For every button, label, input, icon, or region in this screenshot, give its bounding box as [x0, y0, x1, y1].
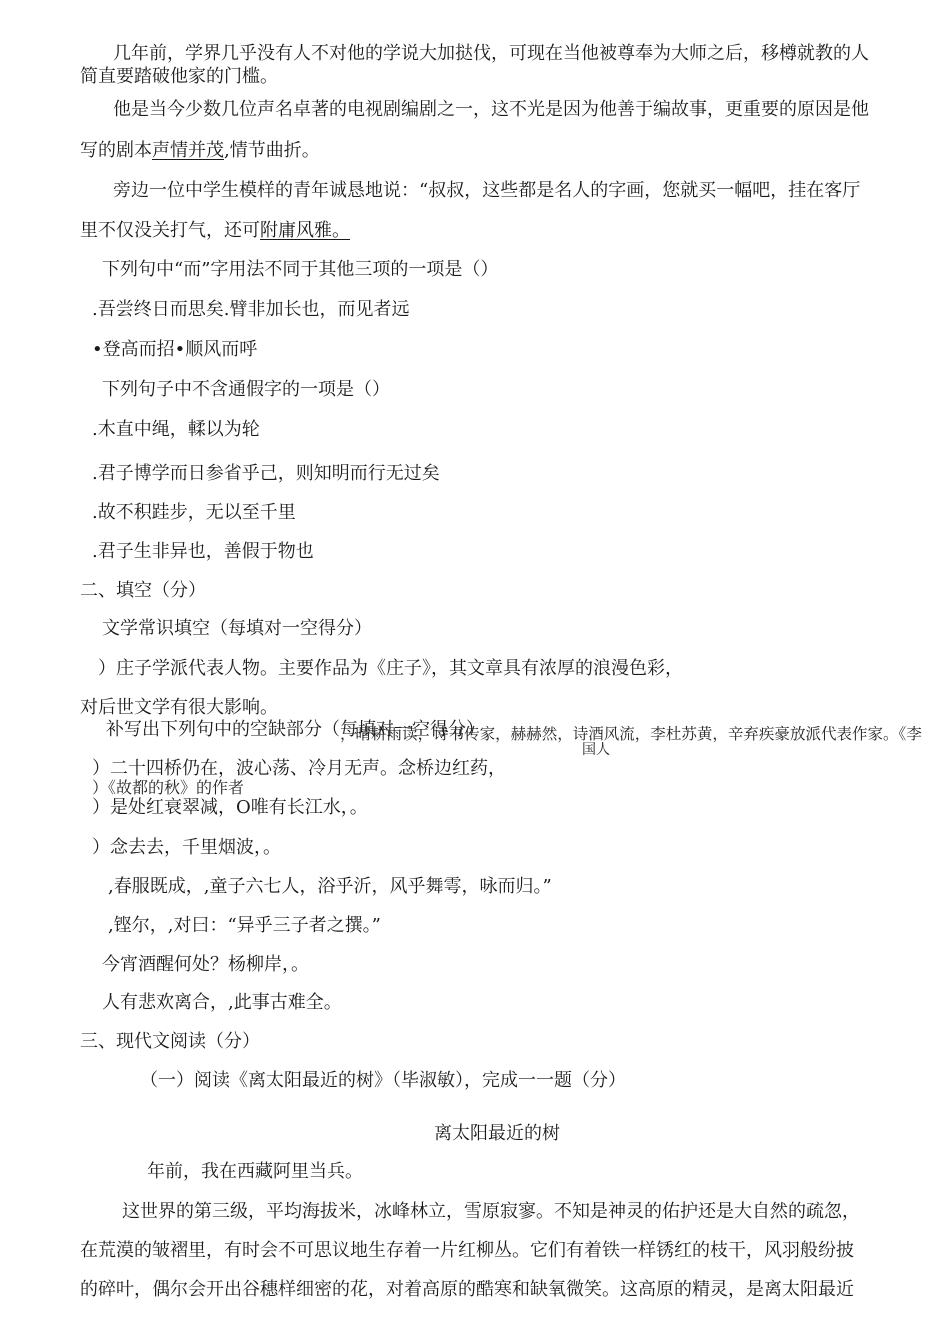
answer-option: .君子生非异也，善假于物也: [92, 541, 314, 562]
answer-option: .木直中绳，輮以为轮: [92, 419, 260, 440]
overlapping-text-line: ）《故都的秋》的作者: [92, 778, 245, 797]
answer-option: .故不积跬步，无以至千里: [92, 502, 296, 523]
line-text: ,情节曲折。: [224, 140, 320, 161]
paragraph-line: 旁边一位中学生模样的青年诚恳地说：“叔叔，这些都是名人的字画，您就买一幅吧，挂在客厅: [113, 180, 861, 201]
section-heading: 三、现代文阅读（分）: [80, 1031, 260, 1052]
underlined-idiom: 声情并茂: [152, 140, 224, 161]
question-stem: （一）阅读《离太阳最近的树》（毕淑敏），完成一一题（分）: [140, 1070, 626, 1091]
paragraph-line: ）念去去，千里烟波，。: [92, 837, 281, 858]
paragraph-line: ）庄子学派代表人物。主要作品为《庄子》，其文章具有浓厚的浪漫色彩，: [98, 658, 683, 679]
answer-option: .君子博学而日参省乎己，则知明而行无过矣: [92, 463, 440, 484]
paragraph-line: 年前，我在西藏阿里当兵。: [147, 1161, 363, 1182]
underlined-idiom: 附庸风雅。: [260, 220, 350, 241]
article-title: 离太阳最近的树: [434, 1123, 560, 1144]
line-text: 写的剧本: [80, 140, 152, 161]
question-stem: 下列句中“而”字用法不同于其他三项的一项是（）: [102, 259, 499, 280]
paragraph-line: 人有悲欢离合，,此事古难全。: [102, 992, 342, 1013]
paragraph-line: [80, 139, 320, 163]
paragraph-line: 的碎叶，偶尔会开出谷穗样细密的花，对着高原的酷寒和缺氧微笑。这高原的精灵，是离太阳最近: [80, 1279, 854, 1300]
paragraph-line: ）是处红衰翠减，O唯有长江水，。: [92, 797, 368, 818]
paragraph-line: 这世界的第三级，平均海拔米，冰峰林立，雪原寂寥。不知是神灵的佑护还是大自然的疏忽，: [122, 1201, 860, 1222]
question-stem: 文学常识填空（每填对一空得分）: [102, 618, 372, 639]
paragraph-line: 今宵酒醒何处？杨柳岸，。: [102, 954, 309, 975]
answer-option: .吾尝终日而思矣.臂非加长也，而见者远: [92, 299, 410, 320]
question-stem: 下列句子中不含通假字的一项是（）: [102, 379, 390, 400]
answer-option: •登高而招•顺风而呼: [92, 339, 258, 360]
paragraph-line: 几年前，学界几乎没有人不对他的学说大加挞伐，可现在当他被尊奉为大师之后，移樽就教的人: [113, 43, 869, 64]
section-heading: 二、填空（分）: [80, 580, 206, 601]
question-stem: 补写出下列句中的空缺部分（每填对一空得分）: [106, 719, 484, 740]
overlapping-text-line: 国人: [582, 742, 610, 758]
paragraph-line: 对后世文学有很大影响。: [80, 697, 278, 718]
paragraph-line: ）二十四桥仍在，波心荡、冷月无声。念桥边红药，: [92, 758, 506, 779]
paragraph-line: ,铿尔，,对曰：“异乎三子者之撰。”: [108, 915, 381, 936]
paragraph-line: ,春服既成，,童子六七人，浴乎沂，风乎舞雩，咏而归。”: [108, 876, 552, 897]
paragraph-line: [80, 219, 350, 243]
paragraph-line: 简直要踏破他家的门槛。: [80, 66, 278, 87]
line-text: 里不仅没关打气，还可: [80, 220, 260, 241]
paragraph-line: 在荒漠的皱褶里，有时会不可思议地生存着一片红柳丛。它们有着铁一样锈红的枝干，风羽般纷披: [80, 1240, 854, 1261]
overlapping-text-line: ，晴耕雨读，诗书传家，赫赫然，诗酒风流，李杜苏黄，辛弃疾豪放派代表作家。《李: [340, 725, 922, 743]
paragraph-line: 他是当今少数几位声名卓著的电视剧编剧之一，这不光是因为他善于编故事，更重要的原因是他: [113, 99, 869, 120]
